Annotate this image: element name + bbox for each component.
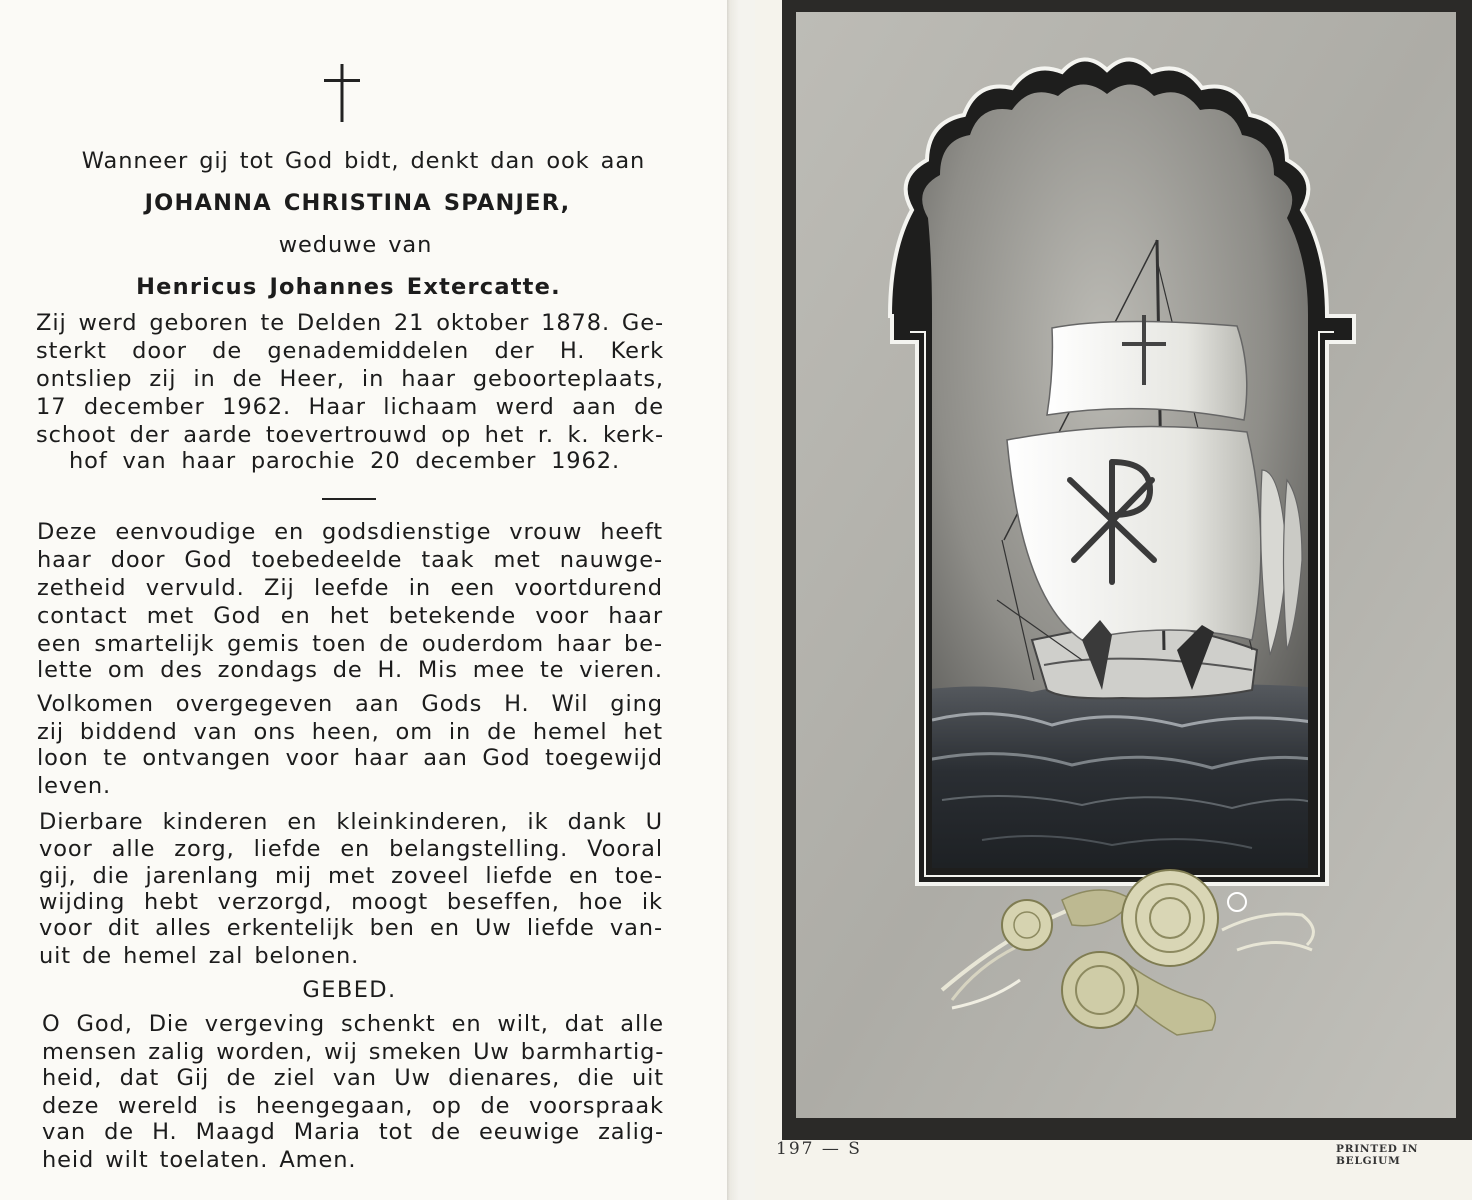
section-divider — [322, 498, 376, 500]
prayer-line: deze wereld is heengegaan, op de voorspraak — [42, 1093, 664, 1119]
farewell-line: wijding hebt verzorgd, moogt beseffen, hoe ik — [39, 889, 663, 915]
cross-icon — [318, 62, 366, 124]
tribute-line: contact met God en het betekende voor haar — [37, 603, 663, 629]
farewell-line: voor alle zorg, liefde en belangstelling. Vooral — [39, 836, 663, 862]
farewell-line: uit de hemel zal belonen. — [39, 943, 360, 969]
tribute-line: haar door God toebedeelde taak met nauwge- — [37, 547, 663, 573]
card-edge-shadow — [727, 0, 755, 1200]
tribute-line: Deze eenvoudige en godsdienstige vrouw heeft — [37, 519, 663, 545]
tribute-line: lette om des zondags de H. Mis mee te vieren. — [37, 657, 663, 683]
prayer-heading: GEBED. — [302, 977, 397, 1003]
tribute-line: een smartelijk gemis toen de ouderdom haar be- — [37, 631, 663, 657]
intro-line: Wanneer gij tot God bidt, denkt dan ook aan — [81, 148, 646, 174]
life-line: sterkt door de genademiddelen der H. Kerk — [36, 338, 664, 364]
prayer-line: O God, Die vergeving schenkt en wilt, dat alle — [42, 1011, 664, 1037]
prayer-line: van de H. Maagd Maria tot de eeuwige zalig- — [42, 1119, 664, 1145]
tribute-line: Volkomen overgegeven aan Gods H. Wil ging — [37, 691, 663, 717]
widow-of-line: weduwe van — [278, 232, 433, 258]
husband-name: Henricus Johannes Extercatte. — [136, 274, 561, 300]
holy-card-illustration — [782, 0, 1472, 1140]
tribute-line: zij biddend van ons heen, om in de hemel het — [37, 719, 663, 745]
farewell-line: Dierbare kinderen en kleinkinderen, ik dank U — [39, 809, 663, 835]
deceased-name: JOHANNA CHRISTINA SPANJER, — [144, 190, 571, 216]
life-line: schoot der aarde toevertrouwd op het r. k. kerk- — [36, 422, 664, 448]
prayer-line: heid wilt toelaten. Amen. — [42, 1147, 357, 1173]
prayer-line: mensen zalig worden, wij smeken Uw barmhartig- — [42, 1039, 665, 1065]
print-number: 197 — S — [776, 1139, 862, 1159]
prayer-line: heid, dat Gij de ziel van Uw dienares, die uit — [42, 1065, 664, 1091]
life-line: ontsliep zij in de Heer, in haar geboorteplaats, — [36, 366, 664, 392]
memorial-text-card — [0, 0, 727, 1200]
life-line: hof van haar parochie 20 december 1962. — [69, 448, 620, 474]
farewell-line: gij, die jarenlang mij met zoveel liefde en toe- — [39, 863, 663, 889]
life-line: 17 december 1962. Haar lichaam werd aan de — [36, 394, 664, 420]
farewell-line: voor dit alles erkentelijk ben en Uw liefde van- — [39, 915, 663, 941]
tribute-line: zetheid vervuld. Zij leefde in een voortdurend — [37, 575, 663, 601]
printed-in-label: PRINTED IN BELGIUM — [1336, 1143, 1419, 1167]
tribute-line: loon te ontvangen voor haar aan God toegewijd — [37, 745, 663, 771]
life-line: Zij werd geboren te Delden 21 oktober 1878. Ge- — [36, 310, 664, 336]
tribute-line: leven. — [37, 773, 112, 799]
